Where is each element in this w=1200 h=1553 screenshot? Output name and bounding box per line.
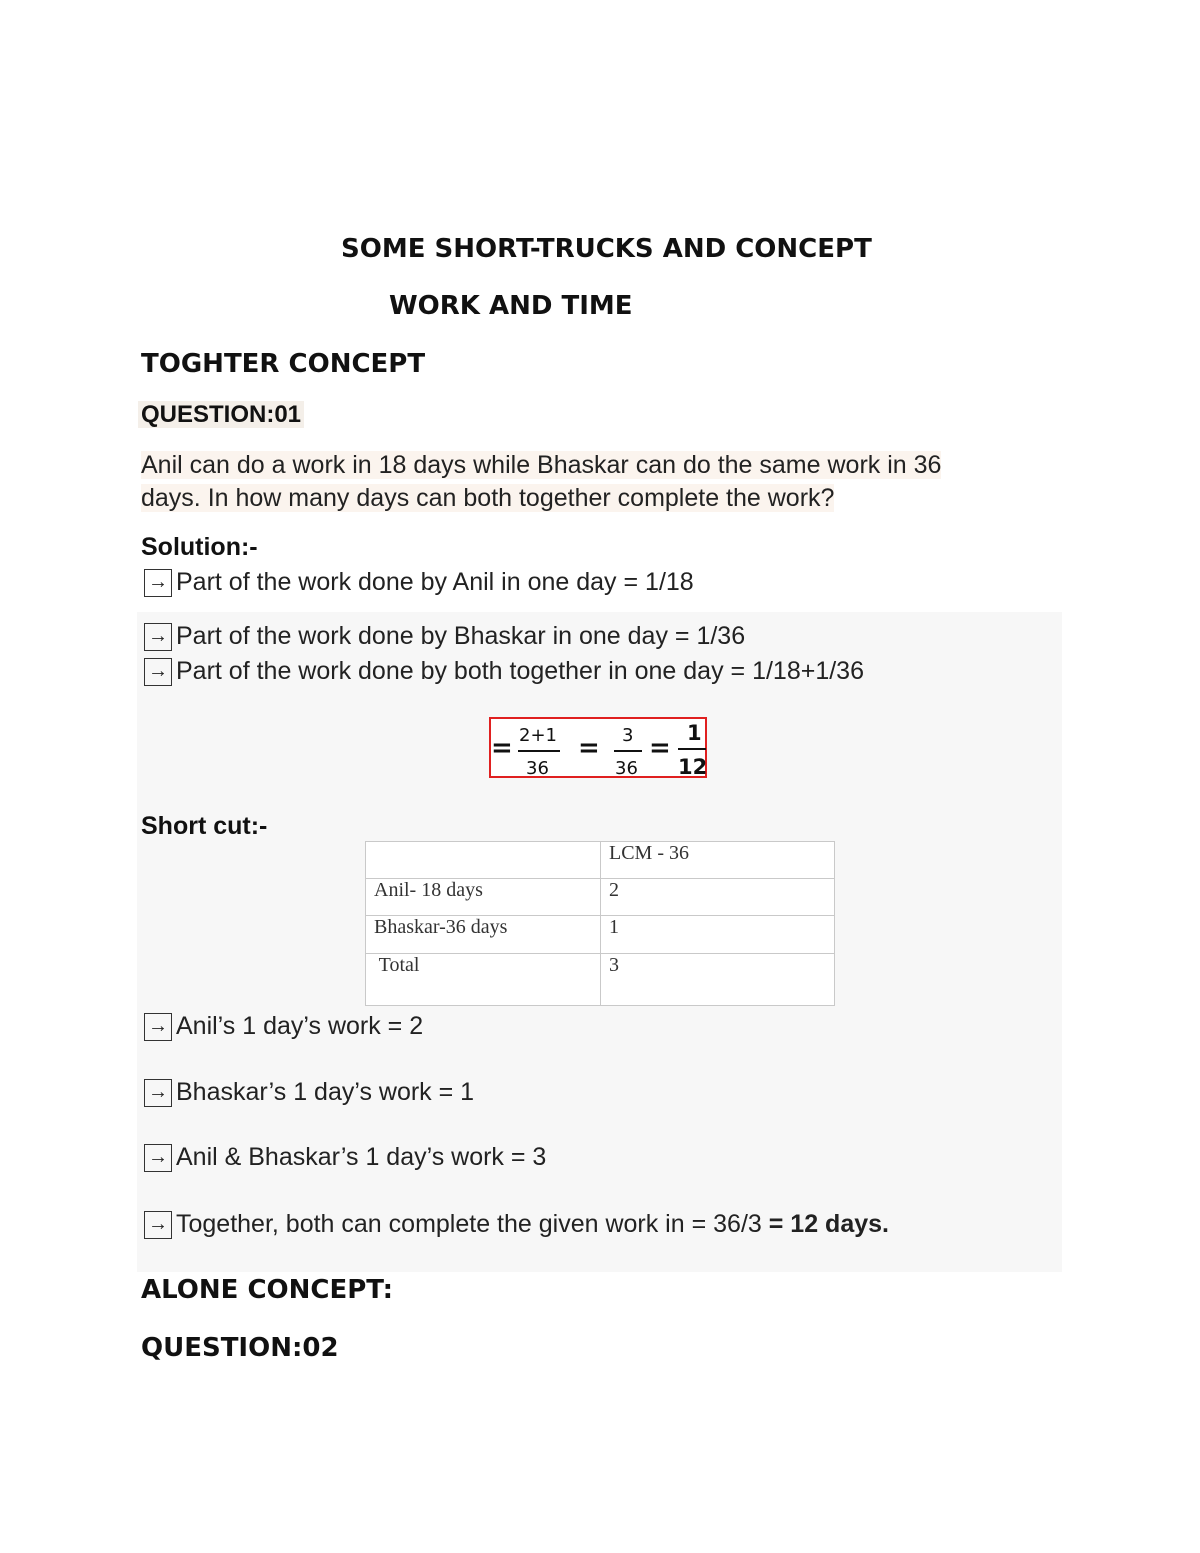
question-1-text-line1: Anil can do a work in 18 days while Bhaskar can do the same work in 36 xyxy=(141,451,942,479)
shortcut-step-2: → Bhaskar’s 1 day’s work = 1 xyxy=(144,1078,474,1107)
section-heading-together: TOGHTER CONCEPT xyxy=(141,349,426,379)
fraction-3-bar xyxy=(678,748,706,750)
table-cell: Total xyxy=(366,953,601,1005)
table-cell: LCM - 36 xyxy=(601,842,835,879)
fraction-1-denominator: 36 xyxy=(526,758,549,779)
arrow-box-icon: → xyxy=(144,658,172,686)
table-cell: Bhaskar-36 days xyxy=(366,916,601,953)
table-cell xyxy=(366,842,601,879)
table-row xyxy=(366,879,835,916)
document-title: SOME SHORT-TRUCKS AND CONCEPT xyxy=(341,234,872,264)
final-answer: = 12 days. xyxy=(768,1210,889,1238)
equals-sign: = xyxy=(649,733,671,763)
solution-step-2: → Part of the work done by Bhaskar in one day = 1/36 xyxy=(144,622,745,651)
table-header-row xyxy=(366,842,835,879)
fraction-1-numerator: 2+1 xyxy=(519,725,557,746)
table-row xyxy=(366,916,835,953)
arrow-box-icon: → xyxy=(144,569,172,597)
question-1-tag: QUESTION:01 xyxy=(138,401,304,428)
lcm-table xyxy=(365,841,835,1006)
table-cell: 3 xyxy=(601,953,835,1005)
solution-step-1: → Part of the work done by Anil in one day = 1/18 xyxy=(144,568,694,597)
fraction-2-numerator: 3 xyxy=(622,725,634,746)
shortcut-final-step: → Together, both can complete the given work in = 36/3 = 12 days. xyxy=(144,1210,889,1239)
fraction-3-denominator: 12 xyxy=(678,755,708,779)
arrow-box-icon: → xyxy=(144,1211,172,1239)
shortcut-step-1: → Anil’s 1 day’s work = 2 xyxy=(144,1012,423,1041)
question-1-text-line2: days. In how many days can both together complete the work? xyxy=(141,484,835,512)
shortcut-label: Short cut:- xyxy=(141,812,268,840)
fraction-2-bar xyxy=(614,750,642,752)
fraction-2-denominator: 36 xyxy=(615,758,638,779)
table-cell: 2 xyxy=(601,879,835,916)
table-cell: 1 xyxy=(601,916,835,953)
solution-step-3: → Part of the work done by both together in one day = 1/18+1/36 xyxy=(144,657,864,686)
document-subtitle: WORK AND TIME xyxy=(389,291,633,321)
equals-sign: = xyxy=(491,733,513,763)
arrow-box-icon: → xyxy=(144,1013,172,1041)
solution-label: Solution:- xyxy=(141,533,258,561)
section-heading-alone: ALONE CONCEPT: xyxy=(141,1275,393,1305)
fraction-1-bar xyxy=(518,750,560,752)
fraction-3-numerator: 1 xyxy=(687,721,702,745)
question-2-label: QUESTION:02 xyxy=(141,1333,339,1363)
shortcut-step-3: → Anil & Bhaskar’s 1 day’s work = 3 xyxy=(144,1143,546,1172)
arrow-box-icon: → xyxy=(144,623,172,651)
table-cell: Anil- 18 days xyxy=(366,879,601,916)
table-row xyxy=(366,953,835,1005)
arrow-box-icon: → xyxy=(144,1079,172,1107)
fraction-equation-box xyxy=(489,717,707,778)
equals-sign: = xyxy=(578,733,600,763)
question-1-label xyxy=(138,401,304,429)
arrow-box-icon: → xyxy=(144,1144,172,1172)
